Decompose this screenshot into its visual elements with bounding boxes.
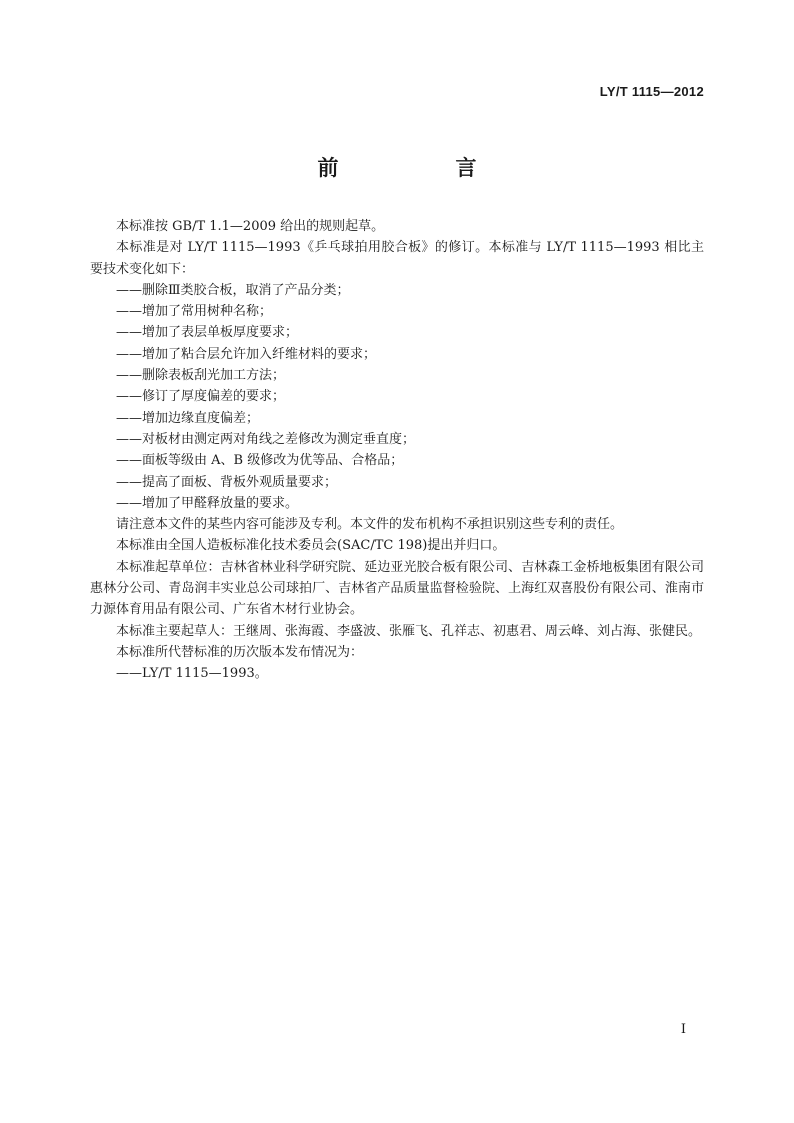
change-item: ——提高了面板、背板外观质量要求；	[116, 474, 338, 490]
page-title: 前 言	[317, 156, 525, 180]
revision-paragraph: 本标准是对 LY/T 1115—1993《乒乓球拍用胶合板》的修订。本标准与 LY/T 1115—1993 相比主要技术变化如下：	[90, 240, 704, 277]
drafting-rule-paragraph: 本标准按 GB/T 1.1—2009 给出的规则起草。	[116, 219, 385, 234]
change-item: ——增加了表层单板厚度要求；	[116, 325, 299, 341]
history-intro-paragraph: 本标准所代替标准的历次版本发布情况为：	[116, 644, 364, 660]
history-item: ——LY/T 1115—1993。	[116, 666, 268, 682]
preface-body	[90, 216, 704, 685]
changes-list	[90, 280, 704, 514]
page-number: I	[680, 1022, 686, 1037]
drafters-paragraph: 本标准主要起草人：王继周、张海霞、李盛波、张雁飞、孔祥志、初惠君、周云峰、刘占海、张健民。	[116, 623, 702, 639]
change-item: ——修订了厚度偏差的要求；	[116, 389, 286, 405]
patent-notice-paragraph: 请注意本文件的某些内容可能涉及专利。本文件的发布机构不承担识别这些专利的责任。	[116, 517, 624, 533]
change-item: ——删除Ⅲ类胶合板，取消了产品分类；	[116, 282, 350, 298]
change-item: ——删除表板刮光加工方法；	[116, 368, 286, 384]
change-item: ——对板材由测定两对角线之差修改为测定垂直度；	[116, 431, 416, 447]
change-item: ——增加了粘合层允许加入纤维材料的要求；	[116, 346, 377, 362]
change-item: ——增加了甲醛释放量的要求。	[116, 495, 299, 511]
committee-paragraph: 本标准由全国人造板标准化技术委员会(SAC/TC 198)提出并归口。	[116, 538, 506, 554]
change-item: ——面板等级由 A、B 级修改为优等品、合格品；	[116, 453, 404, 469]
change-item: ——增加了常用树种名称；	[116, 304, 273, 320]
change-item: ——增加边缘直度偏差；	[116, 410, 260, 426]
standard-code: LY/T 1115—2012	[599, 84, 704, 99]
drafting-units-paragraph: 本标准起草单位：吉林省林业科学研究院、延边亚光胶合板有限公司、吉林森工金桥地板集团有限公司惠林分公司、青岛润丰实业总公司球拍厂、吉林省产品质量监督检验院、上海红双喜股份有限公司、淮南市力源体育用品有限公司、广东省木材行业协会。	[90, 559, 704, 618]
